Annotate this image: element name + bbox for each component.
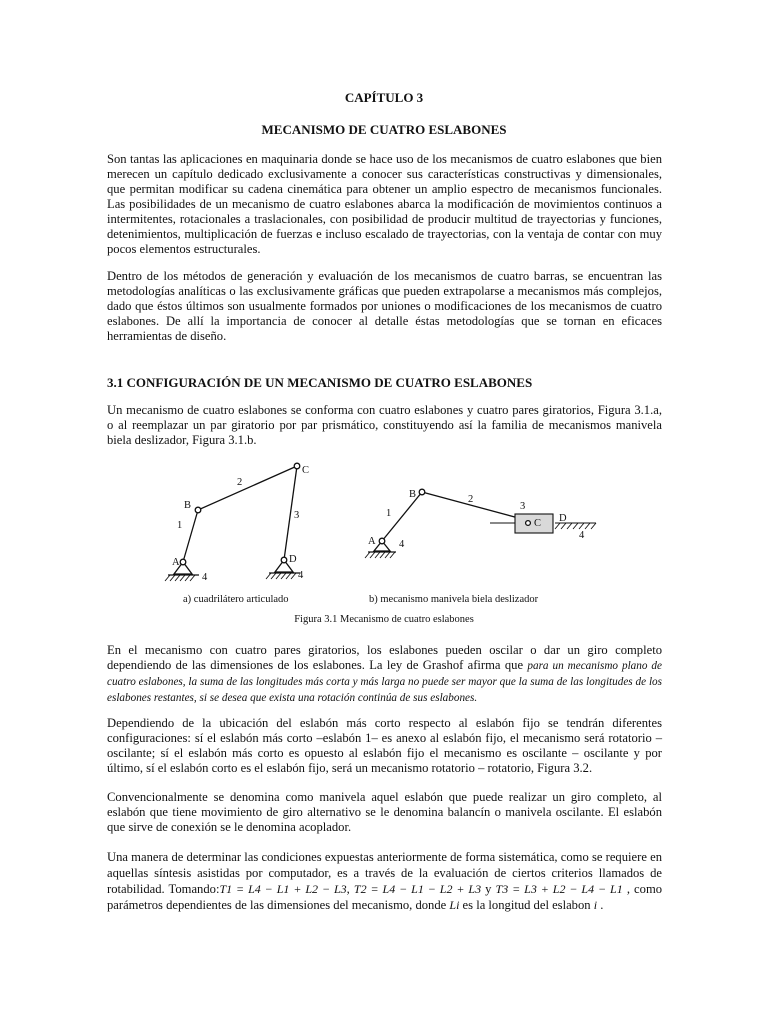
ground-hatch-d: [266, 573, 296, 579]
section-heading: 3.1 CONFIGURACIÓN DE UN MECANISMO DE CUATRO ESLABONES: [107, 375, 533, 390]
symbol-li: Li: [449, 898, 460, 912]
label-c-slider: C: [534, 518, 542, 529]
joint-b-slider: [419, 489, 425, 495]
rotability-text-d: .: [597, 898, 604, 912]
label-link-2-slider: 2: [468, 494, 474, 505]
link-1: [183, 510, 198, 562]
figure-a-four-bar-linkage: [165, 463, 300, 581]
label-link-2: 2: [237, 477, 243, 488]
figure-3-1: [150, 455, 610, 590]
equation-t3: T3 = L3 + L2 − L4 − L1: [495, 882, 623, 896]
symbol-i: i: [593, 898, 598, 912]
label-a: A: [172, 557, 180, 568]
figure-b-caption: b) mecanismo manivela biela deslizador: [369, 594, 539, 605]
joint-a: [180, 559, 186, 565]
figure-caption: Figura 3.1 Mecanismo de cuatro eslabones: [294, 614, 474, 625]
paragraph-configurations: Dependiendo de la ubicación del eslabón más corto respecto al eslabón fijo se tendrán diferentes configuraciones: sí el eslabón más corto –eslabón 1– es anexo al eslabón fijo, el mecanismo será rotatorio – oscilante; sí el eslabón más corto es opuesto al eslabón fijo el mecanismo es oscilante – oscilante y por último, sí el eslabón corto es el eslabón fijo, será un mecanismo rotatorio – rotatorio, Figura 3.2.: [107, 716, 662, 775]
equation-t2: T2 = L4 − L1 − L2 + L3: [353, 882, 482, 896]
paragraph-methods: Dentro de los métodos de generación y evaluación de los mecanismos de cuatro barras, se encuentran las metodologías analíticas o las exclusivamente gráficas que pueden extrapolarse a mecanismos más complejos, dado que éstos últimos son usualmente formados por uniones o modificaciones de los mecanismos de cuatro eslabones. De allí la importancia de conocer al detalle éstas metodologías que se tornan en eficaces herramientas de diseño.: [107, 269, 662, 343]
rotability-sep-1: ,: [346, 882, 354, 896]
label-d: D: [289, 554, 297, 565]
paragraph-rotability: [107, 849, 662, 913]
label-link-3-slider: 3: [520, 501, 526, 512]
paragraph-conventions: Convencionalmente se denomina como manivela aquel eslabón que puede realizar un giro completo, al eslabón que tiene movimiento de giro alternativo se le denomina balancín o manivela oscilante. El eslabón que sirve de conexión se le denomina acoplador.: [107, 790, 662, 834]
label-ground-4b: 4: [298, 570, 304, 581]
label-c: C: [302, 465, 310, 476]
label-link-1-slider: 1: [386, 508, 392, 519]
label-ground-4-left: 4: [399, 539, 405, 550]
label-ground-4a: 4: [202, 572, 208, 583]
rotability-text-b: , como parámetros dependientes de las dimensiones del mecanismo, donde: [107, 882, 663, 912]
rotability-text-c: es la longitud del eslabon: [459, 898, 594, 912]
label-a-slider: A: [368, 536, 376, 547]
grashof-law-italic: para un mecanismo plano de cuatro eslabones, la suma de las longitudes más corta y más larga no puede ser mayor que la suma de las longitudes de los eslabones restantes, si se desea que exista una rotación continúa de sus eslabones.: [107, 660, 662, 704]
label-b-slider: B: [409, 489, 417, 500]
joint-d: [281, 557, 287, 563]
rotability-text-a: Una manera de determinar las condiciones expuestas anteriormente de forma sistemática, como se requiere en aquellas síntesis asistidas por computador, es a través de la evaluación de ciertos criterios llamados de rotabilidad. Tomando:: [107, 850, 662, 896]
link-2: [198, 466, 297, 510]
label-ground-4-right: 4: [579, 530, 585, 541]
label-link-3: 3: [294, 510, 300, 521]
figure-a-caption: a) cuadrilátero articulado: [183, 594, 289, 605]
ground-hatch-a-b: [365, 552, 395, 558]
label-b: B: [184, 500, 192, 511]
chapter-title: MECANISMO DE CUATRO ESLABONES: [261, 122, 507, 137]
grashof-text: En el mecanismo con cuatro pares giratorios, los eslabones pueden oscilar o dar un giro completo dependiendo de las dimensiones de los eslabones. La ley de Grashof afirma que: [107, 643, 662, 672]
label-d-slider: D: [559, 513, 567, 524]
ground-hatch-a: [165, 575, 195, 581]
label-link-1: 1: [177, 520, 183, 531]
paragraph-intro: Son tantas las aplicaciones en maquinaria donde se hace uso de los mecanismos de cuatro eslabones que bien merecen un capítulo dedicado exclusivamente a conocer sus características constructivas y dimensionales, que permitan modificar su cadena cinemática para obtener un amplio espectro de mecanismos funcionales. Las posibilidades de un mecanismo de cuatro eslabones abarca la modificación de movimientos continuos a intermitentes, rotacionales a traslacionales, con posibilidad de producir multitud de trayectorias y funciones, detenimientos, multiplicación de fuerzas e incluso escalado de trayectorias, con la ventaja de contar con muy pocos elementos estructurales.: [107, 152, 662, 256]
equation-t1: T1 = L4 − L1 + L2 − L3: [219, 882, 347, 896]
chapter-heading: CAPÍTULO 3: [344, 90, 424, 105]
rotability-sep-2: y: [481, 882, 496, 896]
paragraph-configuration: Un mecanismo de cuatro eslabones se conforma con cuatro eslabones y cuatro pares giratorios, Figura 3.1.a, o al reemplazar un par giratorio por par prismático, constituyendo así la familia de mecanismos manivela biela deslizador, Figura 3.1.b.: [107, 403, 662, 447]
joint-a-slider: [379, 538, 385, 544]
joint-c: [294, 463, 300, 469]
paragraph-grashof: [107, 643, 662, 706]
joint-c-slider: [526, 521, 531, 526]
joint-b: [195, 507, 201, 513]
